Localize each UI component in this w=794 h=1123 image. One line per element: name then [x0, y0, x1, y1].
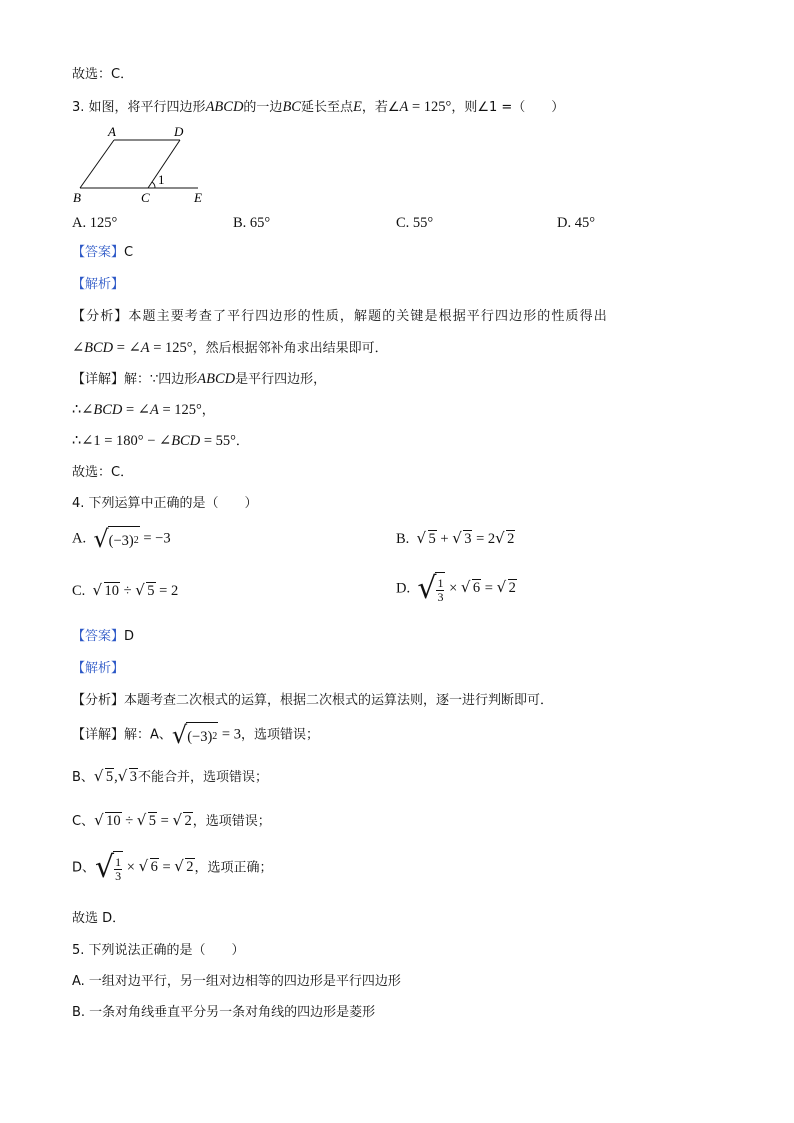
q3-analysis-cont: ∠BCD = ∠A = 125°，然后根据邻补角求出结果即可． — [72, 340, 388, 356]
q4-option-d: D. √ $\frac{1}{3}$ × √ 6 = √ 2 — [396, 571, 516, 606]
question-5: 5. 下列说法正确的是（ ） — [72, 943, 245, 958]
q4-option-b: B. √ 5 + √ 3 = 2 √ 2 — [396, 529, 515, 547]
q3-option-d: D. 45° — [557, 215, 596, 231]
q3-solution-line-1: 【详解】解：∵四边形ABCD是平行四边形， — [72, 371, 327, 387]
q4-analysis-heading: 【解析】 — [72, 661, 125, 676]
parallelogram-figure — [68, 120, 218, 210]
q3-answer: 【答案】C — [72, 245, 134, 260]
q3-conclusion: 故选：C． — [72, 465, 134, 480]
label-b: B — [73, 190, 81, 205]
q4-analysis: 【分析】本题考查二次根式的运算，根据二次根式的运算法则，逐一进行判断即可． — [72, 693, 554, 708]
q5-option-a: A. 一组对边平行，另一组对边相等的四边形是平行四边形 — [72, 974, 401, 989]
q3-option-b: B. 65° — [233, 215, 271, 231]
q3-option-a: A. 125° — [72, 215, 118, 231]
label-d: D — [174, 124, 184, 139]
question-4: 4. 下列运算中正确的是（ ） — [72, 496, 258, 511]
conclusion-q2: 故选：C． — [72, 67, 134, 82]
question-3: 3. 如图，将平行四边形ABCD的一边BC延长至点E，若∠A = 125°，则∠1 =（ ） — [72, 99, 565, 115]
q4-detail-b: B、 √ 5, √ 3不能合并，选项错误； — [72, 767, 269, 785]
q3-solution-line-2: ∴∠BCD = ∠A = 125°， — [72, 402, 215, 418]
q4-answer: 【答案】D — [72, 629, 135, 644]
q4-option-a: A. √ (−3) 2 = −3 — [72, 525, 171, 553]
q3-option-c: C. 55° — [396, 215, 434, 231]
q4-detail-a: 【详解】解：A、 √ (−3) 2 = 3，选项错误； — [72, 721, 319, 749]
q4-detail-d: D、 √ $\frac{1}{3}$ × √ 6 = √ 2，选项正确； — [72, 850, 273, 885]
q3-analysis-heading: 【解析】 — [72, 277, 125, 292]
q4-conclusion: 故选 D． — [72, 911, 126, 926]
angle-1-arc — [152, 182, 155, 188]
label-angle-1: 1 — [158, 172, 165, 187]
q4-option-c: C. √ 10 ÷ √ 5 = 2 — [72, 581, 179, 599]
q3-analysis: 【分析】本题主要考查了平行四边形的性质，解题的关键是根据平行四边形的性质得出 — [72, 309, 608, 324]
q3-solution-line-3: ∴∠1 = 180° − ∠BCD = 55°． — [72, 433, 249, 449]
label-c: C — [141, 190, 150, 205]
q5-option-b: B. 一条对角线垂直平分另一条对角线的四边形是菱形 — [72, 1005, 376, 1020]
label-e: E — [194, 190, 202, 205]
q4-detail-c: C、 √ 10 ÷ √ 5 = √ 2，选项错误； — [72, 811, 271, 829]
label-a: A — [108, 124, 116, 139]
side-ab — [80, 140, 114, 188]
